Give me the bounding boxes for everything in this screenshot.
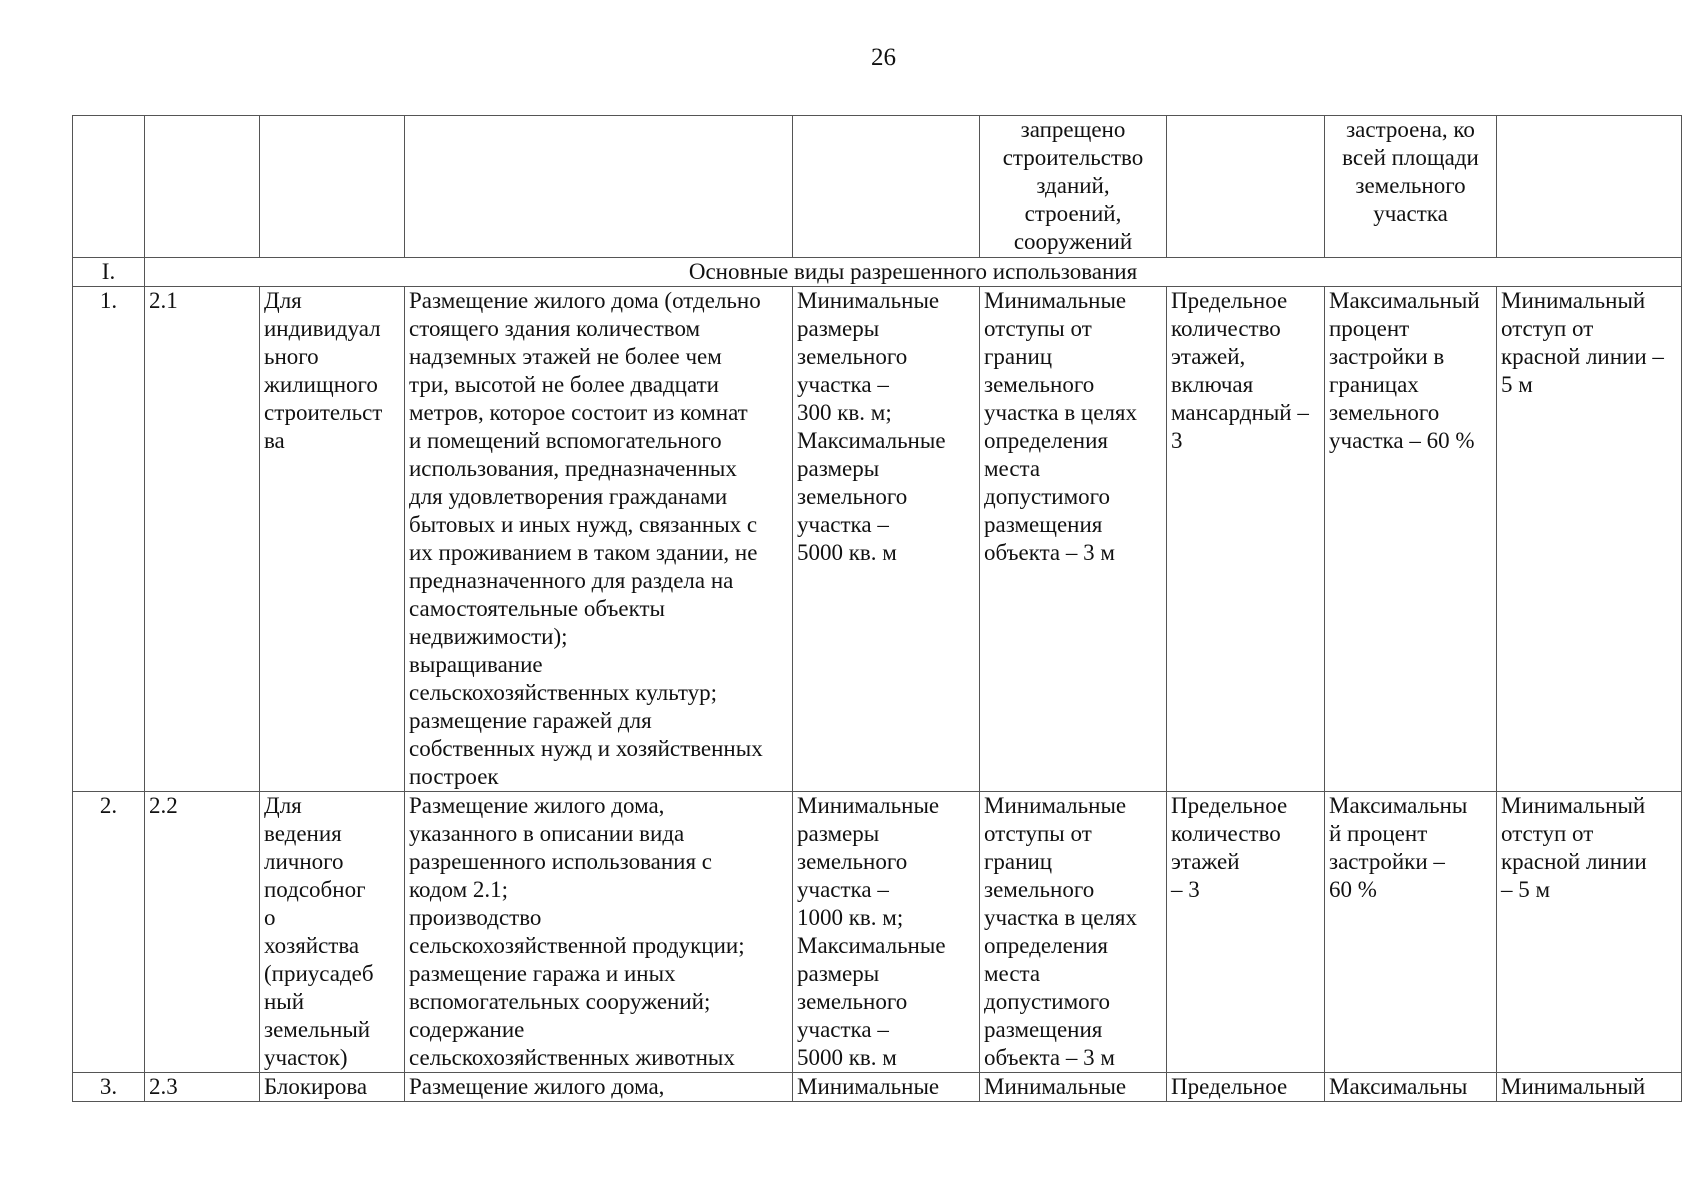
red-line-setback: Минимальный: [1497, 1073, 1682, 1102]
row-number: 3.: [73, 1073, 145, 1102]
plot-size: Минимальные размеры земельного участка – 300 кв. м; Максимальные размеры земельного участка – 5000 кв. м: [793, 287, 980, 792]
setbacks: Минимальные: [980, 1073, 1167, 1102]
use-name: Для индивидуал ьного жилищного строительст ва: [260, 287, 405, 792]
plot-size: Минимальные размеры земельного участка – 1000 кв. м; Максимальные размеры земельного участка – 5000 кв. м: [793, 792, 980, 1073]
floors-limit: Предельное количество этажей, включая мансардный – 3: [1167, 287, 1325, 792]
continuation-row: [73, 116, 1682, 258]
cell-setbacks-continued: запрещено строительство зданий, строений, сооружений: [980, 116, 1167, 258]
use-code: 2.2: [145, 792, 260, 1073]
land-use-table: [72, 115, 1682, 1102]
use-name: Для ведения личного подсобног о хозяйства (приусадеб ный земельный участок): [260, 792, 405, 1073]
section-header-row: [73, 258, 1682, 287]
use-description: Размещение жилого дома,: [405, 1073, 793, 1102]
table-row: [73, 1073, 1682, 1102]
table-row: [73, 792, 1682, 1073]
table-row: [73, 287, 1682, 792]
section-number: I.: [73, 258, 145, 287]
row-number: 1.: [73, 287, 145, 792]
cell: [73, 116, 145, 258]
cell: [145, 116, 260, 258]
page-number: 26: [871, 44, 896, 71]
red-line-setback: Минимальный отступ от красной линии – 5 м: [1497, 287, 1682, 792]
use-code: 2.1: [145, 287, 260, 792]
setbacks: Минимальные отступы от границ земельного участка в целях определения места допустимого размещения объекта – 3 м: [980, 792, 1167, 1073]
coverage-limit: Максимальны й процент застройки – 60 %: [1325, 792, 1497, 1073]
floors-limit: Предельное количество этажей – 3: [1167, 792, 1325, 1073]
cell: [405, 116, 793, 258]
use-description: Размещение жилого дома (отдельно стоящего здания количеством надземных этажей не более чем три, высотой не более двадцати метров, которое состоит из комнат и помещений вспомогательного использования, предназначенных для удовлетворения гражданами бытовых и иных нужд, связанных с их проживанием в таком здании, не предназначенного для раздела на самостоятельные объекты недвижимости); выращивание сельскохозяйственных культур; размещение гаражей для собственных нужд и хозяйственных построек: [405, 287, 793, 792]
plot-size: Минимальные: [793, 1073, 980, 1102]
coverage-limit: Максимальны: [1325, 1073, 1497, 1102]
cell: [1497, 116, 1682, 258]
cell: [260, 116, 405, 258]
coverage-limit: Максимальный процент застройки в границах земельного участка – 60 %: [1325, 287, 1497, 792]
cell: [793, 116, 980, 258]
section-title: Основные виды разрешенного использования: [145, 258, 1682, 287]
use-description: Размещение жилого дома, указанного в описании вида разрешенного использования с кодом 2.1; производство сельскохозяйственной продукции; размещение гаража и иных вспомогательных сооружений; содержание сельскохозяйственных животных: [405, 792, 793, 1073]
use-name: Блокирова: [260, 1073, 405, 1102]
row-number: 2.: [73, 792, 145, 1073]
setbacks: Минимальные отступы от границ земельного участка в целях определения места допустимого размещения объекта – 3 м: [980, 287, 1167, 792]
cell: [1167, 116, 1325, 258]
cell-coverage-continued: застроена, ко всей площади земельного участка: [1325, 116, 1497, 258]
floors-limit: Предельное: [1167, 1073, 1325, 1102]
use-code: 2.3: [145, 1073, 260, 1102]
red-line-setback: Минимальный отступ от красной линии – 5 м: [1497, 792, 1682, 1073]
